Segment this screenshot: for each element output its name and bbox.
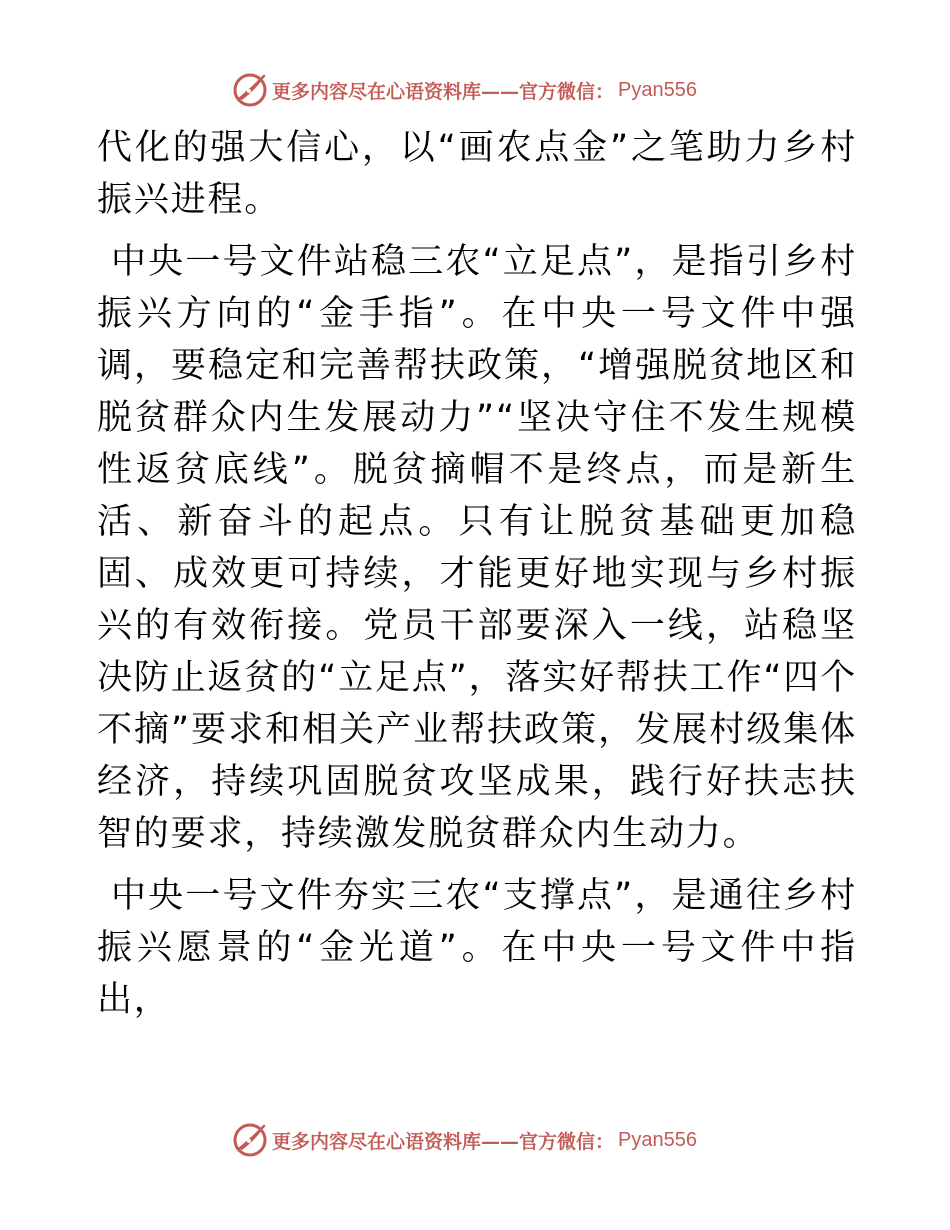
document-body bbox=[97, 122, 857, 1036]
paragraph-3: 中央一号文件夯实三农“支撑点”，是通往乡村振兴愿景的“金光道”。在中央一号文件中指出， bbox=[97, 876, 857, 1020]
footer-watermark bbox=[232, 1120, 697, 1160]
watermark-wechat-id: Pyan556 bbox=[618, 78, 697, 101]
watermark-wechat-id: Pyan556 bbox=[618, 1128, 697, 1151]
watermark-text: 更多内容尽在心语资料库——官方微信： bbox=[272, 1130, 615, 1153]
pen-logo-icon bbox=[232, 72, 268, 108]
paragraph-1: 代化的强大信心，以“画农点金”之笔助力乡村振兴进程。 bbox=[97, 128, 857, 220]
header-watermark bbox=[232, 70, 697, 110]
pen-logo-icon bbox=[232, 1122, 268, 1158]
watermark-text: 更多内容尽在心语资料库——官方微信： bbox=[272, 80, 615, 103]
paragraph-2: 中央一号文件站稳三农“立足点”，是指引乡村振兴方向的“金手指”。在中央一号文件中强调，要稳定和完善帮扶政策，“增强脱贫地区和脱贫群众内生发展动力”“坚决守住不发生规模性返贫底线”。脱贫摘帽不是终点，而是新生活、新奋斗的起点。只有让脱贫基础更加稳固、成效更可持续，才能更好地实现与乡村振兴的有效衔接。党员干部要深入一线，站稳坚决防止返贫的“立足点”，落实好帮扶工作“四个不摘”要求和相关产业帮扶政策，发展村级集体经济，持续巩固脱贫攻坚成果，践行好扶志扶智的要求，持续激发脱贫群众内生动力。 bbox=[97, 242, 857, 854]
